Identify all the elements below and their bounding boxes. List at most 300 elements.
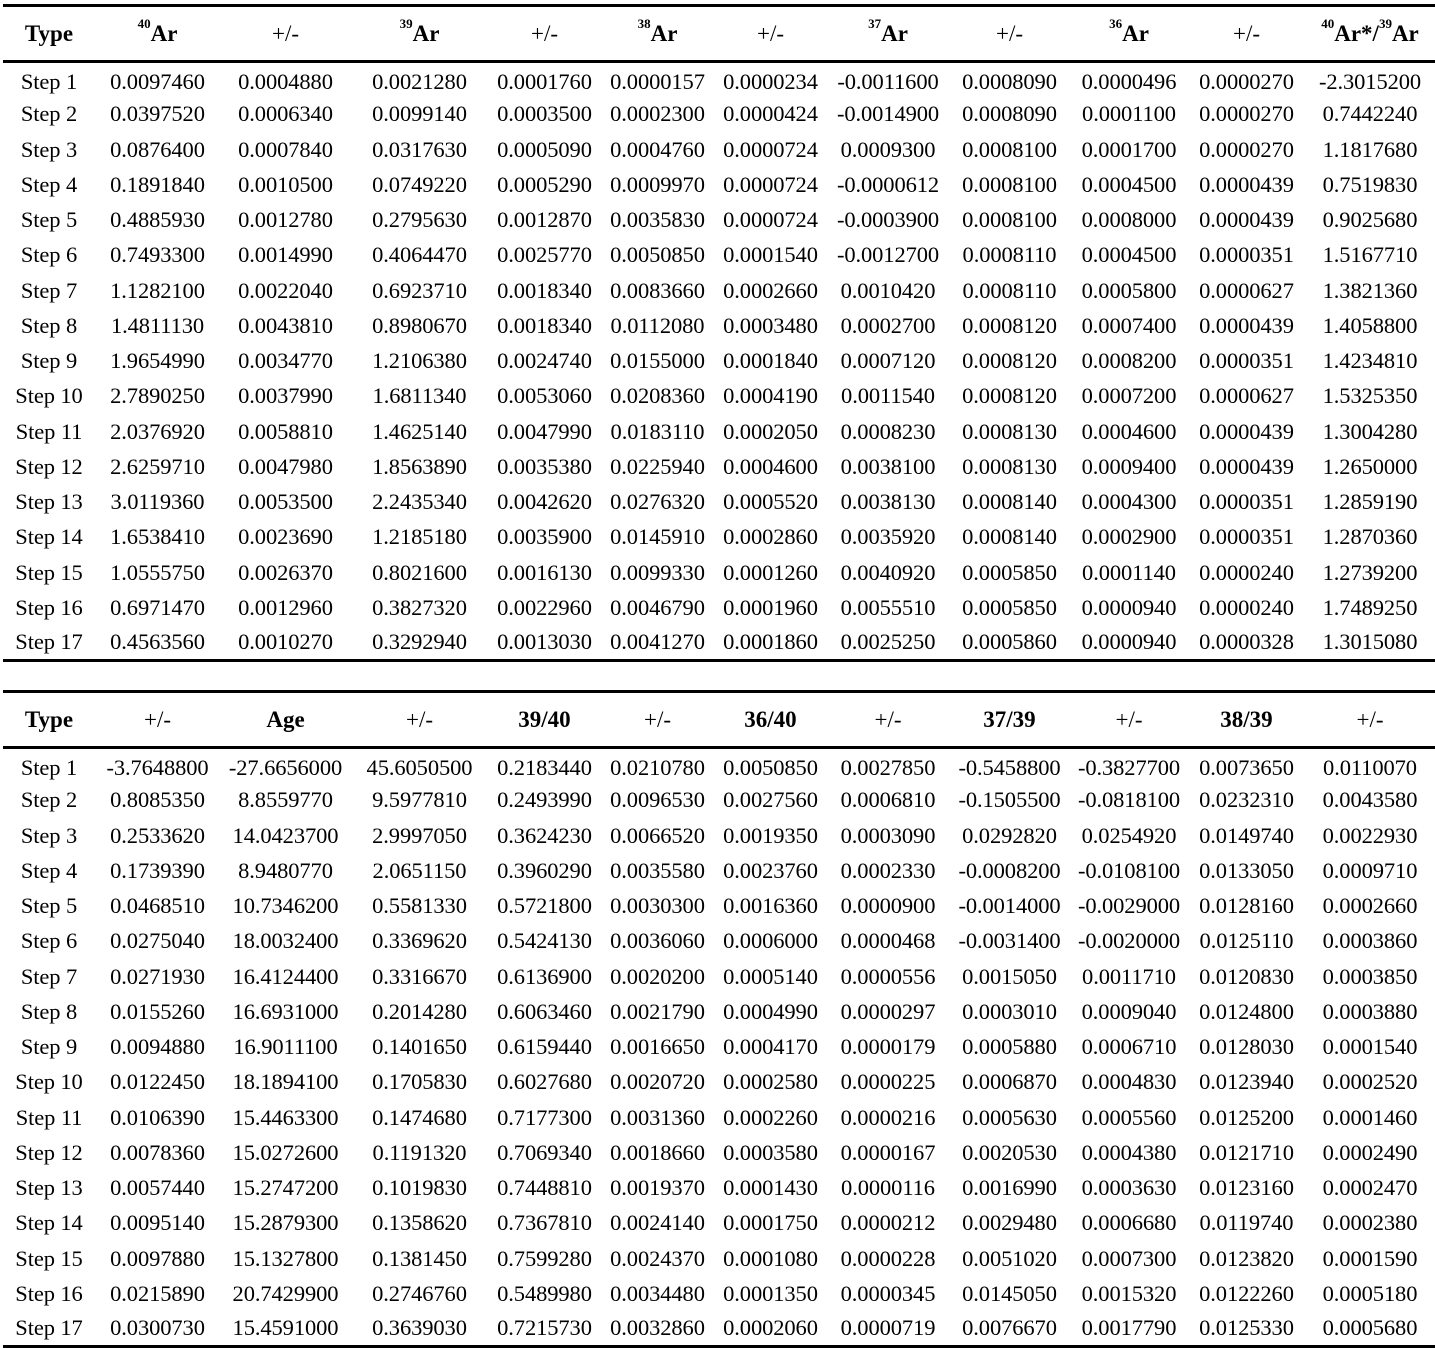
table-cell: 0.0034480 [610,1280,705,1306]
table-row [3,238,1435,273]
row-label: Step 11 [15,1104,83,1130]
col-header-ar38: $^{38}$Ar [601,6,714,62]
table-cell: 0.0002700 [840,312,936,338]
table-cell: 0.0006810 [840,787,936,813]
table-cell: 0.0001080 [723,1245,818,1271]
col-header-ar40-error: +/- [220,6,351,62]
table-cell: 0.1401650 [372,1034,467,1060]
row-label: Step 14 [15,524,83,550]
table-cell: 0.1705830 [372,1069,467,1095]
table-cell: 0.0030300 [610,893,705,919]
row-label: Step 6 [20,242,78,268]
table-cell: 0.0002380 [1322,1210,1418,1236]
table-cell: 0.0004600 [1081,418,1177,444]
table-row [3,1206,1435,1241]
table-cell: 0.0046790 [610,594,705,620]
table-cell: 0.0002050 [723,418,818,444]
table-cell: 0.0008110 [962,277,1057,303]
table-cell: 0.0009040 [1081,998,1177,1024]
table-cell: -0.1505500 [958,787,1061,813]
col-header-ar40-ar39-ratio: $^{40}$Ar*/$^{39}$Ar [1305,6,1435,62]
row-label: Step 14 [15,1210,83,1236]
table-cell: 1.4811130 [110,312,205,338]
table-cell: 0.0004300 [1081,489,1177,515]
table-cell: 0.0042620 [497,489,592,515]
table-cell: 0.0292820 [962,822,1057,848]
table-cell: 0.0123820 [1199,1245,1294,1271]
table-cell: 0.0000351 [1199,242,1294,268]
row-label: Step 16 [15,1280,83,1306]
table-cell: 0.0004500 [1081,242,1177,268]
table-cell: 0.0002860 [723,524,818,550]
table-cell: 0.8980670 [372,312,467,338]
table-cell: 0.0003010 [962,998,1057,1024]
table-cell: 0.0000496 [1081,68,1177,94]
table-cell: -3.7648800 [106,754,209,780]
row-label: Step 13 [15,489,83,515]
table-cell: 8.9480770 [238,857,333,883]
col-header-age-error-prev: +/- [95,692,220,748]
table-cell: 0.3624230 [497,822,592,848]
table-cell: 0.0120830 [1199,963,1294,989]
table-cell: 10.7346200 [232,893,339,919]
table-cell: 0.0038130 [840,489,936,515]
table-cell: 0.0000556 [840,963,936,989]
table-cell: 45.6050500 [366,754,473,780]
table-row [3,818,1435,853]
table-cell: 0.0001860 [723,629,818,655]
table-row [3,1312,1435,1347]
table-cell: 3.0119360 [110,489,205,515]
table-cell: 0.0002580 [723,1069,818,1095]
table-cell: 1.2859190 [1322,489,1418,515]
table-cell: 0.0022930 [1322,822,1418,848]
table-cell: 1.1282100 [110,277,205,303]
table-cell: 0.6136900 [497,963,592,989]
table-cell: 0.0004500 [1081,171,1177,197]
table-cell: 0.1191320 [372,1139,467,1165]
table-cell: 0.0032860 [610,1315,705,1341]
table-row [3,1135,1435,1170]
table-cell: 0.3639030 [372,1315,467,1341]
table-cell: 15.2747200 [232,1175,339,1201]
table-row [3,590,1435,625]
table-cell: 15.4463300 [232,1104,339,1130]
table-cell: 0.0000345 [840,1280,936,1306]
table-cell: 0.2014280 [372,998,467,1024]
table-cell: 0.0008100 [962,136,1057,162]
table-cell: 0.0000157 [610,68,705,94]
table-cell: 0.0050850 [723,754,818,780]
table-cell: 1.9654990 [110,348,205,374]
table-cell: 0.2183440 [497,754,592,780]
table-cell: 1.4625140 [372,418,467,444]
table-cell: 0.1019830 [372,1175,467,1201]
table-cell: 0.0000439 [1199,171,1294,197]
table-cell: 0.0005290 [497,171,592,197]
table-cell: 0.2533620 [110,822,205,848]
table-cell: 0.7448810 [497,1175,592,1201]
table-cell: 0.0276320 [610,489,705,515]
table-cell: 0.0001540 [1322,1034,1418,1060]
table-cell: 0.1891840 [110,171,205,197]
table-row [3,889,1435,924]
table-cell: 0.0035380 [497,453,592,479]
table-cell: 0.6923710 [372,277,467,303]
table-cell: 0.0000225 [840,1069,936,1095]
col-header-ar38-error: +/- [714,6,827,62]
table-cell: 0.0002300 [610,101,705,127]
table-header-row [3,6,1435,62]
table-cell: 0.0006340 [238,101,333,127]
row-label: Step 4 [20,171,78,197]
table-cell: 0.0008000 [1081,207,1177,233]
table-cell: 0.0034770 [238,348,333,374]
table-cell: 0.7519830 [1322,171,1418,197]
table-cell: 0.0094880 [110,1034,205,1060]
col-header-ar37-error: +/- [949,6,1070,62]
row-label: Step 12 [15,453,83,479]
table-cell: -27.6656000 [228,754,343,780]
table-cell: 0.1358620 [372,1210,467,1236]
table-cell: -0.3827700 [1077,754,1181,780]
table-cell: 0.0017790 [1081,1315,1177,1341]
table-cell: 0.6971470 [110,594,205,620]
table-cell: 0.0002900 [1081,524,1177,550]
table-cell: 0.0000240 [1199,559,1294,585]
table-cell: 0.0018660 [610,1139,705,1165]
table-cell: 0.0124800 [1199,998,1294,1024]
table-cell: 0.0125110 [1199,928,1294,954]
table-cell: 0.0001430 [723,1175,818,1201]
col-header-ar37: $^{37}$Ar [827,6,949,62]
table-cell: 1.2650000 [1322,453,1418,479]
table-cell: 0.0149740 [1199,822,1294,848]
table-cell: 0.0232310 [1199,787,1294,813]
table-cell: 0.5424130 [497,928,592,954]
table-cell: 1.0555750 [110,559,205,585]
table-cell: -0.0108100 [1077,857,1181,883]
table-cell: 0.0000216 [840,1104,936,1130]
table-cell: 1.7489250 [1322,594,1418,620]
table-cell: 1.4058800 [1322,312,1418,338]
table-row [3,994,1435,1029]
table-cell: 0.0005520 [723,489,818,515]
table-cell: 0.0024370 [610,1245,705,1271]
table-cell: 0.0005850 [962,559,1057,585]
table-cell: 0.0009710 [1322,857,1418,883]
table-cell: 0.0043810 [238,312,333,338]
table-cell: 0.0254920 [1081,822,1177,848]
table-cell: 0.0271930 [110,963,205,989]
table-cell: 0.7069340 [497,1139,592,1165]
table-cell: 0.0004380 [1081,1139,1177,1165]
table-cell: 0.4563560 [110,629,205,655]
table-cell: 0.0002260 [723,1104,818,1130]
table-cell: 0.0005680 [1322,1315,1418,1341]
table-cell: 0.0007300 [1081,1245,1177,1271]
table-cell: 0.0000719 [840,1315,936,1341]
row-label: Step 2 [20,787,78,813]
table-cell: 0.9025680 [1322,207,1418,233]
table-cell: 0.0001840 [723,348,818,374]
table-cell: 16.4124400 [232,963,339,989]
table-cell: 0.0014990 [238,242,333,268]
table-cell: 0.0001960 [723,594,818,620]
row-label: Step 15 [15,1245,83,1271]
table-cell: 1.5325350 [1322,383,1418,409]
table-row [3,520,1435,555]
table-cell: 0.0011710 [1082,963,1176,989]
table-cell: 0.0015050 [962,963,1057,989]
table-row [3,62,1435,97]
table-cell: 0.0000212 [840,1210,936,1236]
col-header-age: Age [220,692,351,748]
table-cell: 0.0003860 [1322,928,1418,954]
table-cell: 1.2185180 [372,524,467,550]
table-cell: 1.1817680 [1322,136,1418,162]
table-cell: 0.0000234 [723,68,818,94]
table-cell: 0.0010270 [238,629,333,655]
table-cell: 0.0004170 [723,1034,818,1060]
table-cell: 0.0043580 [1322,787,1418,813]
row-label: Step 3 [20,822,78,848]
table-cell: 0.0005880 [962,1034,1057,1060]
table-cell: 2.9997050 [372,822,467,848]
table-cell: 0.8021600 [372,559,467,585]
table-cell: 0.0210780 [610,754,705,780]
table-cell: 0.0155000 [610,348,705,374]
table-cell: 0.0035900 [497,524,592,550]
col-header-ar39: $^{39}$Ar [351,6,488,62]
table-cell: 0.0009300 [840,136,936,162]
col-header-ratio-36-40-error: +/- [827,692,949,748]
table-cell: 0.0002060 [723,1315,818,1341]
table-cell: 1.8563890 [372,453,467,479]
table-cell: 0.0016650 [610,1034,705,1060]
table-cell: 0.0007200 [1081,383,1177,409]
table-cell: 0.3316670 [372,963,467,989]
table-cell: -0.0014000 [958,893,1061,919]
table-cell: 0.2746760 [372,1280,467,1306]
table-cell: -0.0011600 [837,68,939,94]
col-header-ratio-38-39-error: +/- [1305,692,1435,748]
table-cell: 15.2879300 [232,1210,339,1236]
table-cell: 0.0024740 [497,348,592,374]
table-cell: 0.0016360 [723,893,818,919]
table-cell: 1.2870360 [1322,524,1418,550]
table-header-row [3,692,1435,748]
table-cell: -0.0012700 [836,242,940,268]
table-cell: 0.0020530 [962,1139,1057,1165]
table-cell: 0.0145050 [962,1280,1057,1306]
table-cell: 0.0005560 [1081,1104,1177,1130]
table-cell: 0.0036060 [610,928,705,954]
table-cell: 0.0010420 [840,277,936,303]
table-cell: 0.0099330 [610,559,705,585]
table-cell: 0.0008140 [962,524,1057,550]
table-row [3,308,1435,343]
table-row [3,1171,1435,1206]
table-cell: 16.6931000 [232,998,339,1024]
table-cell: 0.0003090 [840,822,936,848]
table-cell: 0.0119740 [1199,1210,1294,1236]
table-cell: 0.0468510 [110,893,205,919]
age-ratio-table-body [3,748,1435,1347]
col-header-ar40: $^{40}$Ar [95,6,220,62]
row-label: Step 6 [20,928,78,954]
table-cell: 0.0002490 [1322,1139,1418,1165]
table-cell: 0.0010500 [238,171,333,197]
table-cell: 0.0006710 [1081,1034,1177,1060]
table-cell: 0.0047980 [238,453,333,479]
table-cell: 0.0001590 [1322,1245,1418,1271]
row-label: Step 3 [20,136,78,162]
table-row [3,853,1435,888]
table-cell: 0.0004990 [723,998,818,1024]
table-cell: 18.0032400 [232,928,339,954]
row-label: Step 17 [15,1315,83,1341]
row-label: Step 9 [20,348,78,374]
table-cell: 0.0006000 [723,928,818,954]
row-label: Step 9 [20,1034,78,1060]
table-cell: -0.5458800 [958,754,1061,780]
table-cell: 0.0002520 [1322,1069,1418,1095]
table-cell: 0.0106390 [110,1104,205,1130]
table-cell: 0.0133050 [1199,857,1294,883]
table-cell: 0.0053500 [238,489,333,515]
table-row [3,379,1435,414]
row-label: Step 2 [20,101,78,127]
table-cell: 0.0000468 [840,928,936,954]
table-cell: 14.0423700 [232,822,339,848]
col-header-ratio-36-40: 36/40 [714,692,827,748]
table-cell: -0.0020000 [1077,928,1181,954]
table-cell: 0.0000179 [840,1034,936,1060]
table-cell: 1.5167710 [1322,242,1418,268]
table-cell: 0.1474680 [372,1104,467,1130]
table-row [3,132,1435,167]
table-cell: 0.0050850 [610,242,705,268]
table-cell: 2.7890250 [110,383,205,409]
table-cell: -0.0818100 [1077,787,1181,813]
col-header-ratio-39-40-error: +/- [601,692,714,748]
table-cell: 0.0000439 [1199,207,1294,233]
table-cell: 0.0008120 [962,383,1057,409]
table-cell: 0.0112080 [610,312,705,338]
table-cell: 0.0003880 [1322,998,1418,1024]
table-cell: -0.0029000 [1077,893,1181,919]
table-cell: 0.0037990 [238,383,333,409]
table-cell: 0.0019370 [610,1175,705,1201]
col-header-type: Type [3,6,95,62]
table-cell: 0.3960290 [497,857,592,883]
table-cell: 0.0023760 [723,857,818,883]
table-cell: 0.0001100 [1082,101,1176,127]
table-cell: 0.0096530 [610,787,705,813]
row-label: Step 5 [20,893,78,919]
table-cell: 0.0005850 [962,594,1057,620]
table-cell: 0.0225940 [610,453,705,479]
table-cell: 0.7367810 [497,1210,592,1236]
table-cell: 0.7442240 [1322,101,1418,127]
table-cell: 0.0317630 [372,136,467,162]
table-cell: 0.0016990 [962,1175,1057,1201]
table-cell: 0.0000351 [1199,524,1294,550]
table-cell: 0.0009400 [1081,453,1177,479]
table-cell: 0.0000167 [840,1139,936,1165]
table-cell: 8.8559770 [238,787,333,813]
row-label: Step 7 [20,963,78,989]
table-cell: 0.0002660 [1322,893,1418,919]
row-label: Step 8 [20,998,78,1024]
table-cell: 0.0002330 [840,857,936,883]
table-cell: 0.0876400 [110,136,205,162]
table-cell: 0.0027560 [723,787,818,813]
table-cell: -0.0008200 [958,857,1061,883]
table-cell: 15.0272600 [232,1139,339,1165]
col-header-ar36: $^{36}$Ar [1070,6,1188,62]
table-cell: 0.0008100 [962,207,1057,233]
table-cell: 0.0123940 [1199,1069,1294,1095]
table-cell: 0.0004830 [1081,1069,1177,1095]
table-cell: 0.0003480 [723,312,818,338]
table-cell: 0.0001140 [1082,559,1176,585]
table-cell: 0.0008130 [962,418,1057,444]
table-cell: 0.0001260 [723,559,818,585]
table-cell: 0.0000116 [841,1175,935,1201]
col-header-ratio-38-39: 38/39 [1188,692,1305,748]
table-cell: 0.0022040 [238,277,333,303]
table-cell: 0.0027850 [840,754,936,780]
table-cell: 0.0002660 [723,277,818,303]
table-cell: 0.0035580 [610,857,705,883]
table-cell: 0.0025770 [497,242,592,268]
table-row [3,959,1435,994]
table-cell: 0.2795630 [372,207,467,233]
table-cell: 0.0009970 [610,171,705,197]
table-cell: 0.0004880 [238,68,333,94]
table-cell: 0.0000439 [1199,453,1294,479]
table-cell: 0.8085350 [110,787,205,813]
table-cell: 1.3015080 [1322,629,1418,655]
table-cell: 0.0000940 [1081,629,1177,655]
table-cell: 0.0083660 [610,277,705,303]
table-cell: 0.0012780 [238,207,333,233]
table-cell: 0.0110070 [1323,754,1417,780]
table-cell: 1.4234810 [1322,348,1418,374]
table-cell: 0.0215890 [110,1280,205,1306]
table-row [3,626,1435,661]
table-cell: 0.0000270 [1199,68,1294,94]
row-label: Step 10 [15,1069,83,1095]
table-cell: 0.0058810 [238,418,333,444]
table-row [3,1030,1435,1065]
table-cell: 0.0005140 [723,963,818,989]
row-label: Step 13 [15,1175,83,1201]
table-row [3,555,1435,590]
table-cell: 0.0183110 [610,418,705,444]
table-row [3,748,1435,783]
table-cell: 0.0128160 [1199,893,1294,919]
table-cell: 0.0031360 [610,1104,705,1130]
table-cell: 0.0003630 [1081,1175,1177,1201]
table-cell: 0.3292940 [372,629,467,655]
table-cell: 0.0128030 [1199,1034,1294,1060]
table-cell: 0.0000270 [1199,101,1294,127]
table-cell: 0.0026370 [238,559,333,585]
table-cell: 0.1381450 [372,1245,467,1271]
